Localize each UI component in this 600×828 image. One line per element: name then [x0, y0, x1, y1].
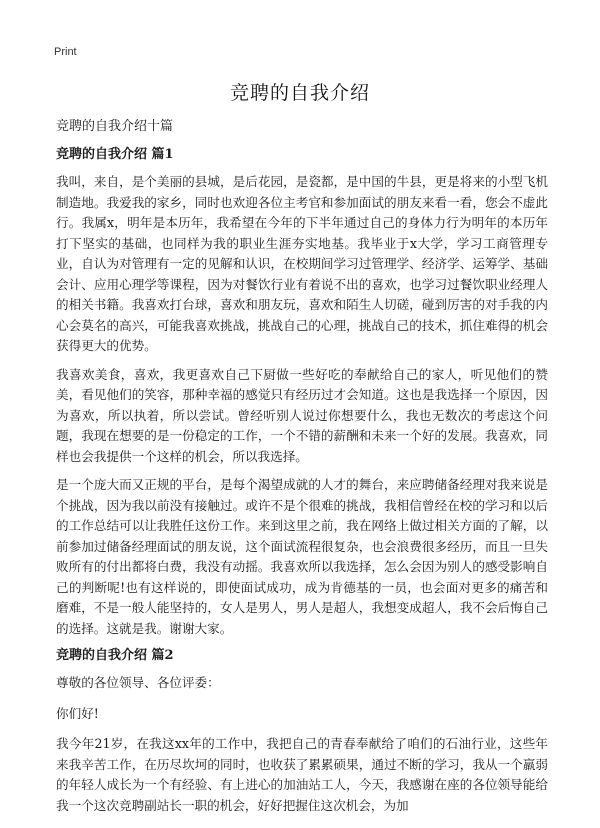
section-2 — [56, 647, 548, 816]
article-subtitle: 竞聘的自我介绍十篇 — [56, 119, 174, 134]
article-body — [56, 118, 548, 824]
section-heading: 竞聘的自我介绍 篇2 — [56, 648, 174, 663]
paragraph: 是一个庞大而又正规的平台，是每个渴望成就的人才的舞台，来应聘储备经理对我来说是个挑战，因为我以前没有接触过。或许不是个很难的挑战，我相信曾经在校的学习和以后的工作总结可以让我胜任这份工作。来到这里之前，我在网络上做过相关方面的了解，以前参加过储备经理面试的朋友说，这个面试流程很复杂，也会浪费很多经历，而且一旦失败所有的付出都将白费，我没有动摇。我喜欢所以我选择，怎么会因为别人的感受影响自己的判断呢!也有这样说的，即使面试成功，成为肯德基的一员，也会面对更多的痛苦和磨难，不是一般人能坚持的，女人是男人，男人是超人，我想变成超人，我不会后悔自己的选择。这就是我。谢谢大家。 — [56, 477, 548, 636]
page-title: 竞聘的自我介绍 — [229, 82, 370, 104]
paragraph: 我今年21岁，在我这xx年的工作中，我把自己的青春奉献给了咱们的石油行业，这些年来我辛苦工作，在历尽坎坷的同时，也收获了累累硕果，通过不断的学习，我从一个羸弱的年轻人成长为一个有经验、有上进心的加油站工人，今天，我感谢在座的各位领导能给我一个这次竞聘副站长一职的机会，好好把握住这次机会，为加 — [56, 736, 548, 813]
paragraph: 尊敬的各位领导、各位评委： — [56, 675, 220, 690]
section-1 — [56, 146, 548, 639]
print-link[interactable]: Print — [54, 46, 77, 58]
paragraph: 我喜欢美食，喜欢，我更喜欢自己下厨做一些好吃的奉献给自己的家人，听见他们的赞美，看见他们的笑容，那种幸福的感觉只有经历过才会知道。这也是我选择一个原因，因为喜欢，所以执着，所以尝试。曾经听别人说过你想要什么，我也无数次的考虑这个问题，我现在想要的是一份稳定的工作，一个不错的薪酬和未来一个好的发展。我喜欢，同样也会我提供一个这样的机会，所以我选择。 — [56, 366, 548, 464]
section-heading: 竞聘的自我介绍 篇1 — [56, 147, 174, 162]
paragraph: 你们好! — [56, 705, 99, 721]
paragraph: 我叫，来自，是个美丽的县城，是后花园，是瓷都，是中国的牛县，更是将来的小型飞机制造地。我爱我的家乡，同时也欢迎各位主考官和参加面试的朋友来看一看，您会不虚此行。我属x，明年是本历年，我希望在今年的下半年通过自己的身体力行为明年的本历年打下坚实的基础，也同样为我的职业生涯夯实地基。我毕业于x大学，学习工商管理专业，自认为对管理有一定的见解和认识，在校期间学习过管理学、经济学、运筹学、基础会计、应用心理学等课程，因为对餐饮行业有着说不出的喜欢，也学习过餐饮职业经理人的相关书籍。我喜欢打台球，喜欢和朋友玩，喜欢和陌生人切磋，碰到厉害的对手我的内心会莫名的高兴，可能我喜欢挑战，挑战自己的心理，挑战自己的技术，抓住难得的机会获得更大的优势。 — [56, 174, 548, 353]
